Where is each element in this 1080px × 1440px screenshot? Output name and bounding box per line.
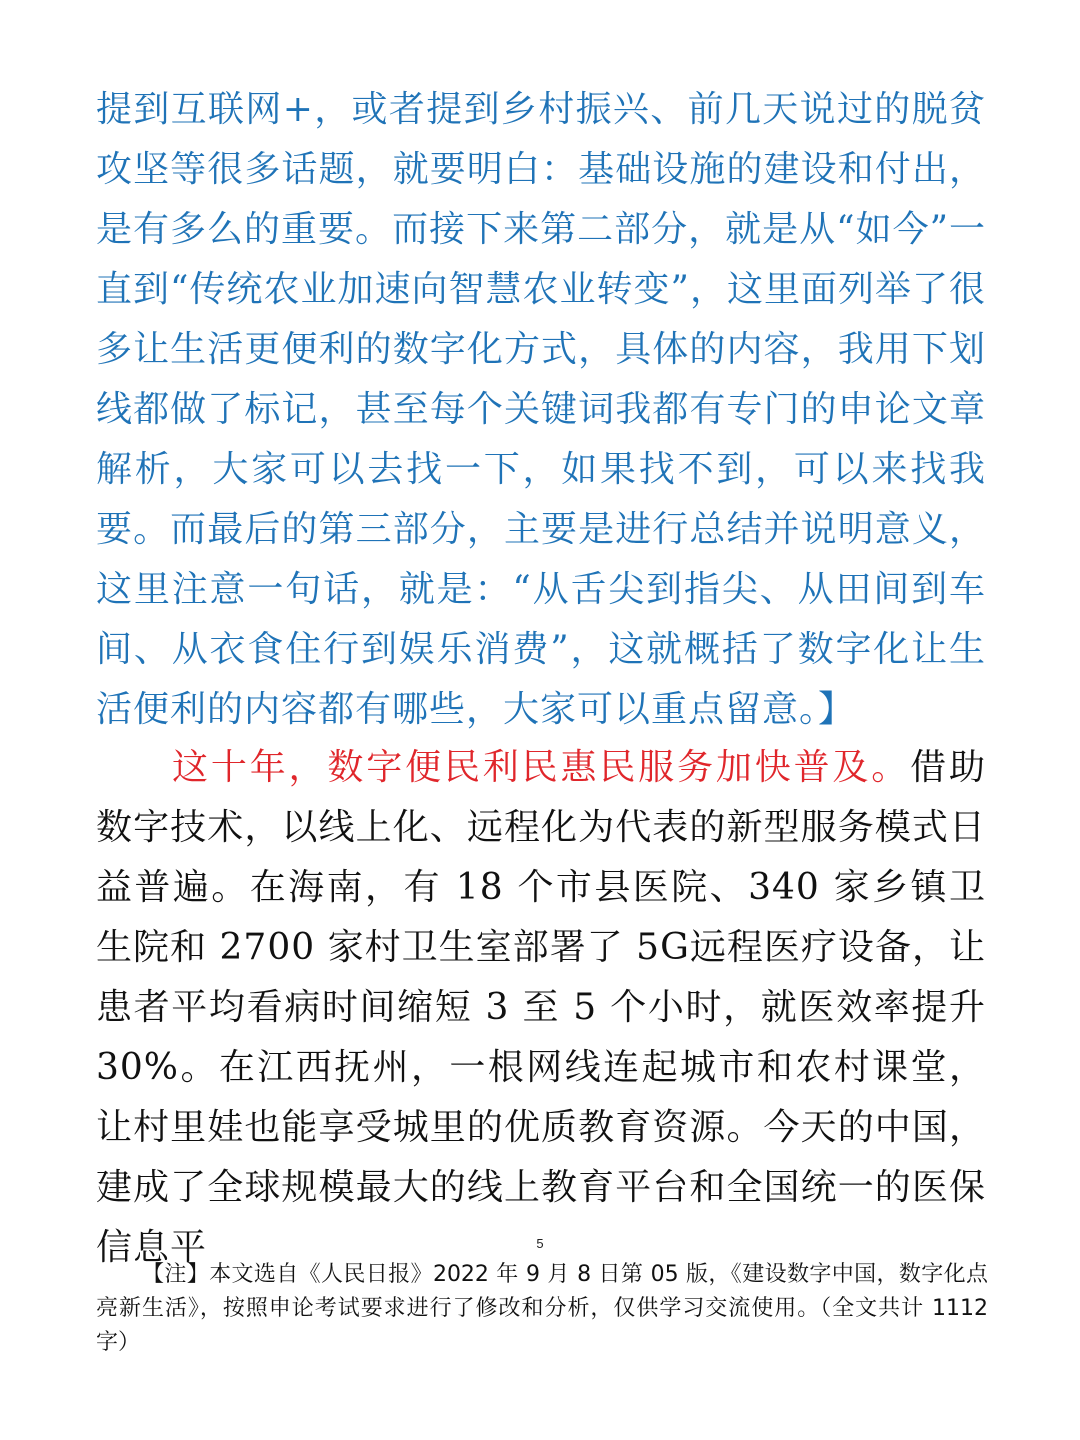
body-paragraph-text: 借助数字技术，以线上化、远程化为代表的新型服务模式日益普遍。在海南，有 18 个市县医院、340 家乡镇卫生院和 2700 家村卫生室部署了 5G远程医疗设备，让患者平均看病时间缩短 3 至 5 个小时，就医效率提升 30%。在江西抚州，一根网线连起城市和农村课堂，让村里娃也能享受城里的优质教育资源。今天的中国，建成了全球规模最大的线上教育平台和全国统一的医保信息平 — [96, 747, 986, 1268]
footnote: 【注】本文选自《人民日报》2022 年 9 月 8 日第 05 版，《建设数字中国，数字化点亮新生活》，按照申论考试要求进行了修改和分析，仅供学习交流使用。（全文共计 1112 字） — [96, 1262, 988, 1355]
page-number: 5 — [536, 1236, 544, 1251]
body-paragraph — [96, 738, 986, 1278]
commentary-paragraph: 提到互联网+，或者提到乡村振兴、前几天说过的脱贫攻坚等很多话题，就要明白：基础设施的建设和付出，是有多么的重要。而接下来第二部分，就是从“如今”一直到“传统农业加速向智慧农业转变”，这里面列举了很多让生活更便利的数字化方式，具体的内容，我用下划线都做了标记，甚至每个关键词我都有专门的申论文章解析，大家可以去找一下，如果找不到，可以来找我要。而最后的第三部分，主要是进行总结并说明意义，这里注意一句话，就是：“从舌尖到指尖、从田间到车间、从衣食住行到娱乐消费”，这就概括了数字化让生活便利的内容都有哪些，大家可以重点留意。】 — [96, 89, 986, 730]
highlighted-topic-sentence: 这十年，数字便民利民惠民服务加快普及。 — [172, 747, 911, 788]
